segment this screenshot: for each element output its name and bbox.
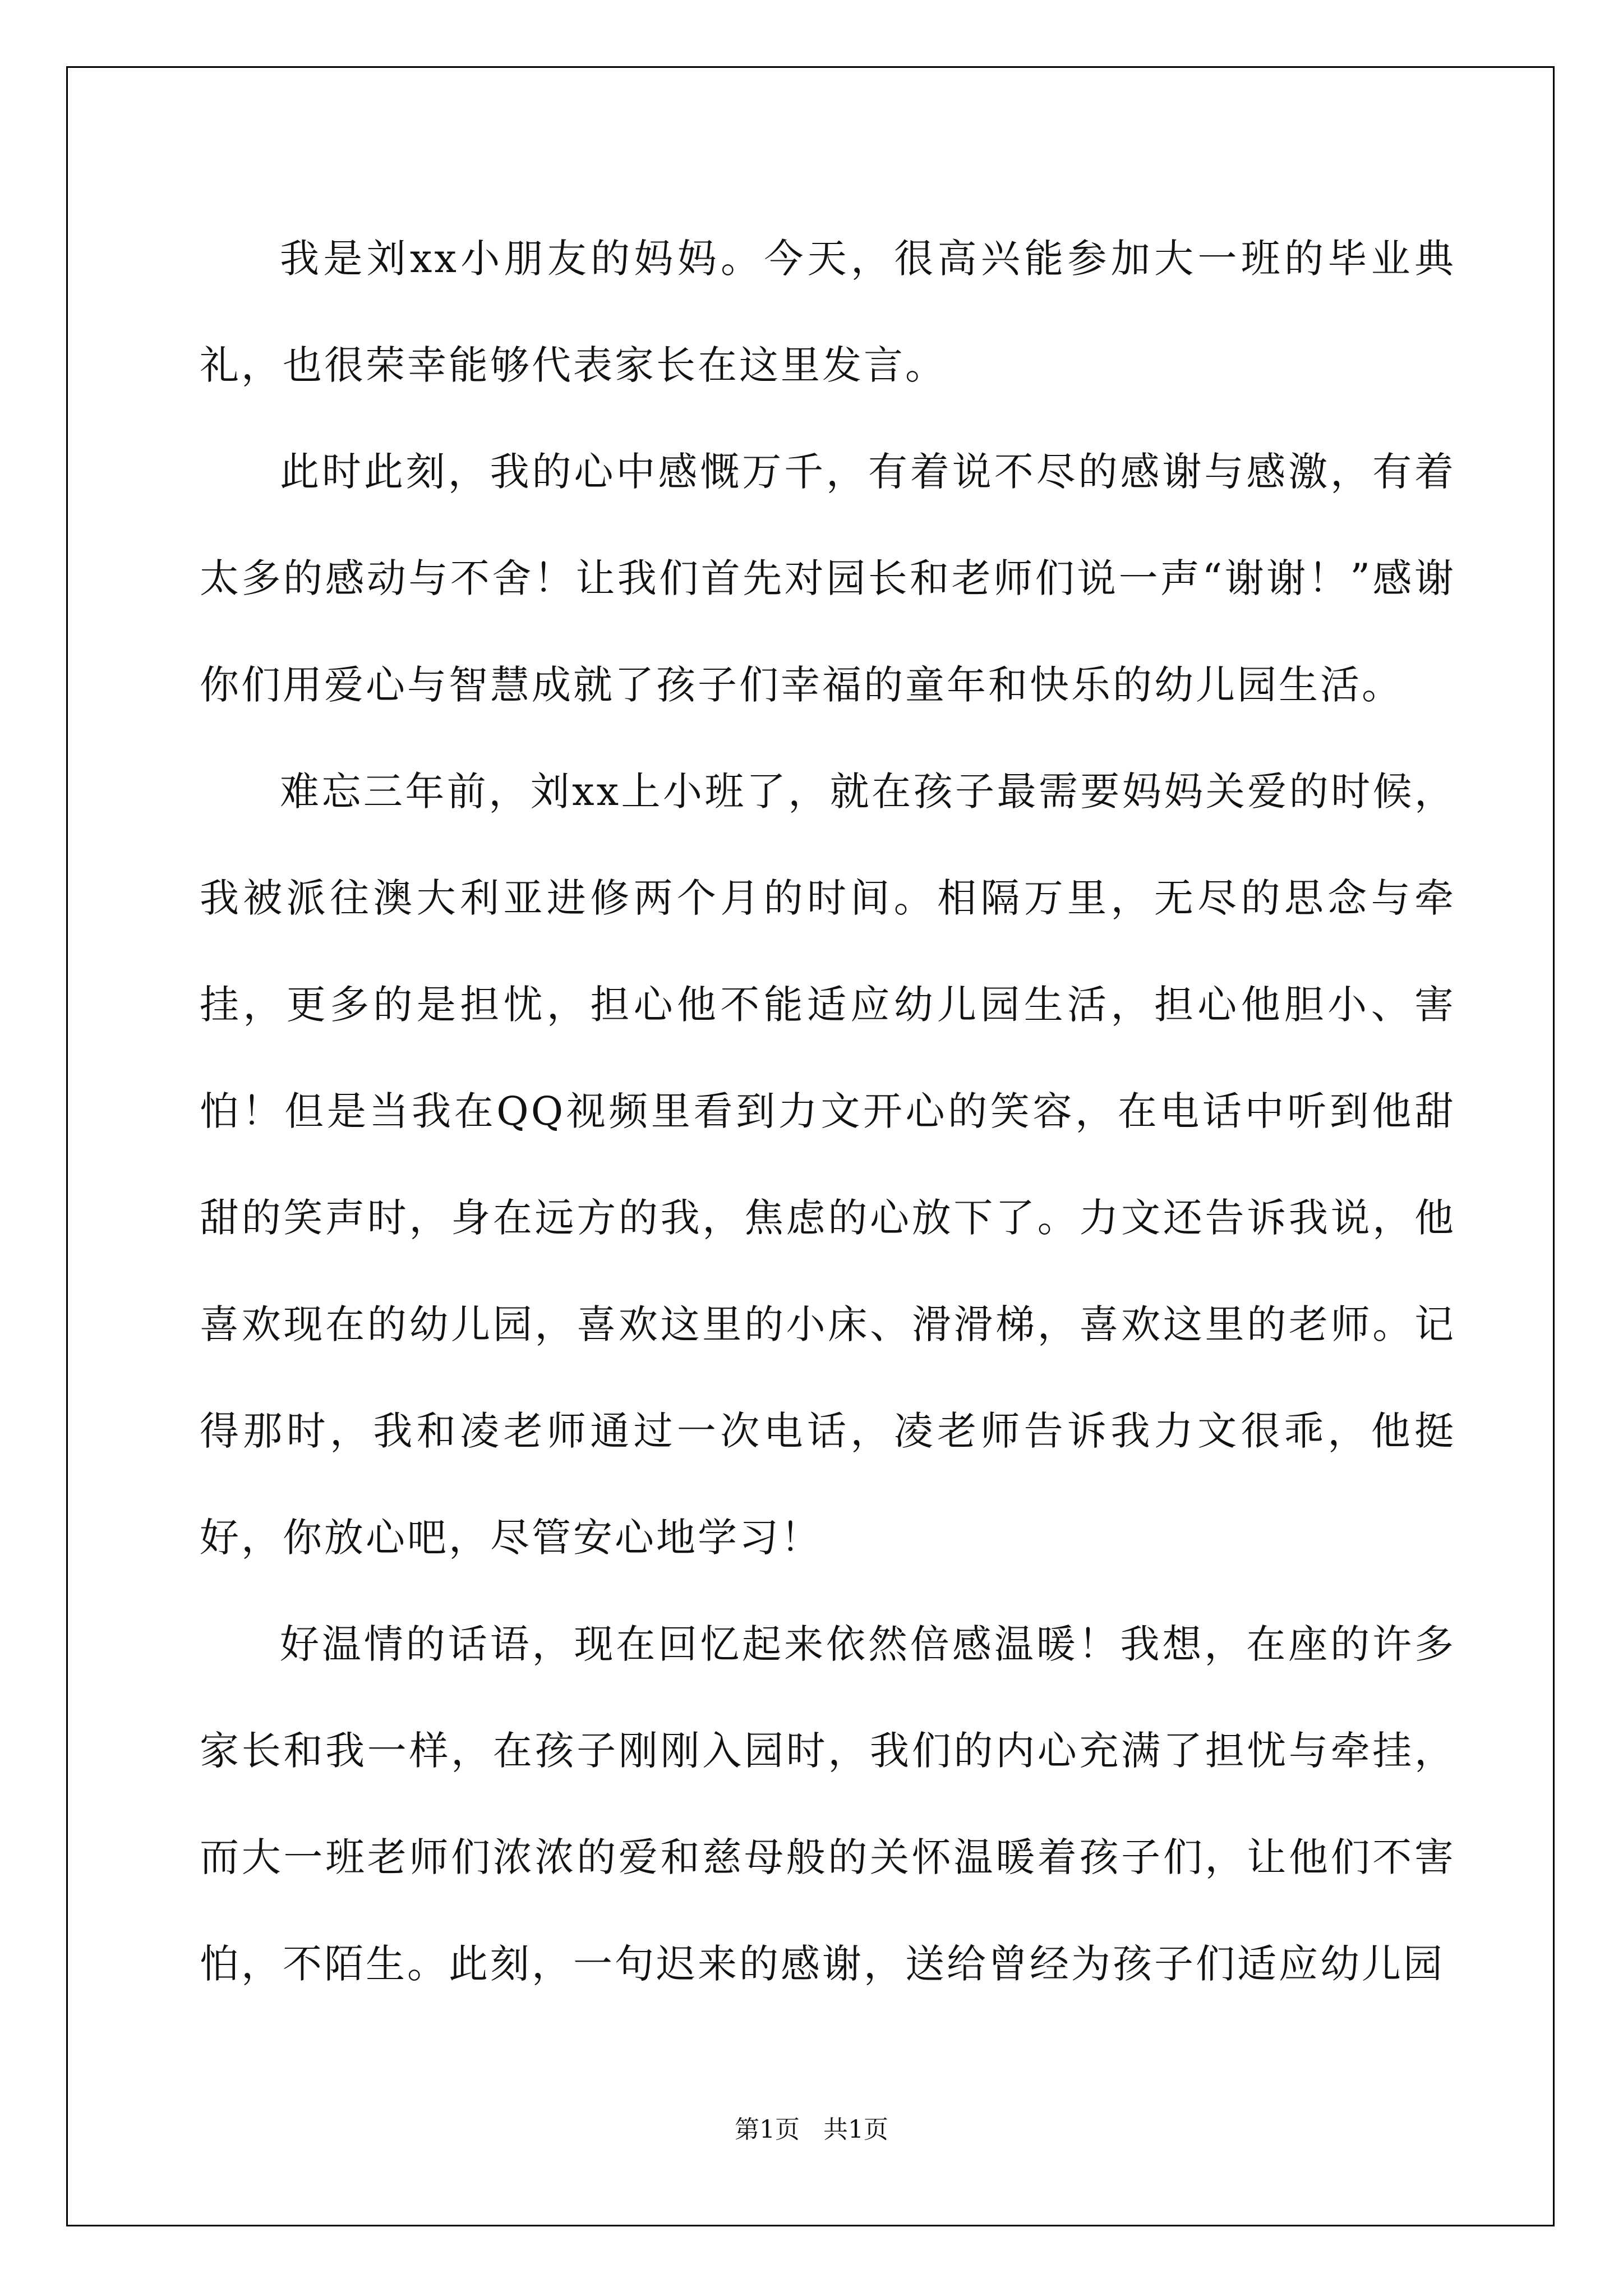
- paragraph-3: 难忘三年前，刘xx上小班了，就在孩子最需要妈妈关爱的时候，我被派往澳大利亚进修两个月的时间。相隔万里，无尽的思念与牵挂，更多的是担忧，担心他不能适应幼儿园生活，担心他胆小、害怕！但是当我在QQ视频里看到力文开心的笑容，在电话中听到他甜甜的笑声时，身在远方的我，焦虑的心放下了。力文还告诉我说，他喜欢现在的幼儿园，喜欢这里的小床、滑滑梯，喜欢这里的老师。记得那时，我和凌老师通过一次电话，凌老师告诉我力文很乖，他挺好，你放心吧，尽管安心地学习！: [200, 769, 1456, 1561]
- page-footer: 第1页 共1页: [735, 2115, 888, 2144]
- paragraph-2: 此时此刻，我的心中感慨万千，有着说不尽的感谢与感激，有着太多的感动与不舍！让我们首先对园长和老师们说一声“谢谢！”感谢你们用爱心与智慧成就了孩子们幸福的童年和快乐的幼儿园生活。: [200, 449, 1456, 708]
- paragraph-1: 我是刘xx小朋友的妈妈。今天，很高兴能参加大一班的毕业典礼，也很荣幸能够代表家长在这里发言。: [200, 236, 1456, 388]
- paragraph-4: 好温情的话语，现在回忆起来依然倍感温暖！我想，在座的许多家长和我一样，在孩子刚刚入园时，我们的内心充满了担忧与牵挂，而大一班老师们浓浓的爱和慈母般的关怀温暖着孩子们，让他们不害怕，不陌生。此刻，一句迟来的感谢，送给曾经为孩子们适应幼儿园: [200, 1621, 1456, 1987]
- document-body: [200, 205, 1456, 2017]
